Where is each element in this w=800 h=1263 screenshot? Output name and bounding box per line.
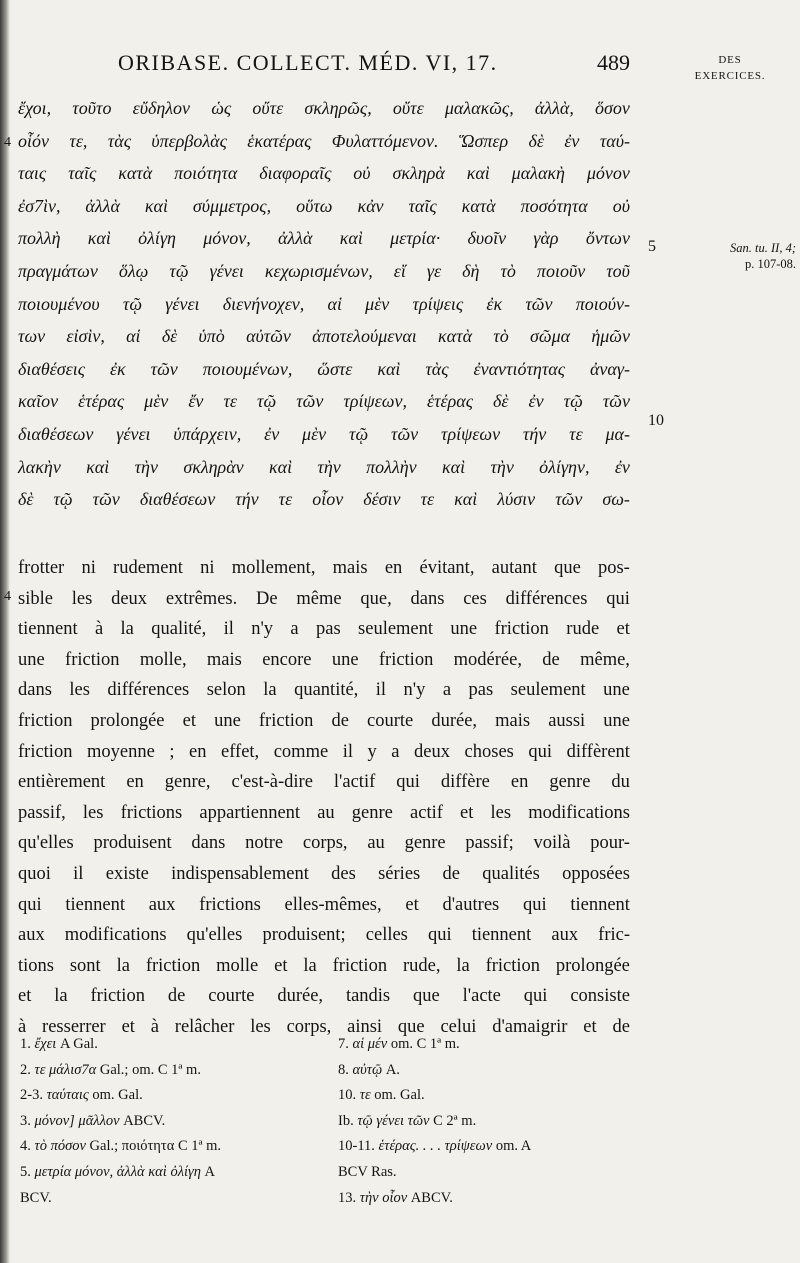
page-number: 489: [597, 50, 630, 75]
footnote-greek: μόνον] μᾶλλον: [34, 1112, 120, 1129]
text-line: qui tiennent aux frictions elles-mêmes, et d'autres qui tiennent: [18, 894, 630, 915]
text-line: ἐσ7ὶν, ἀλλὰ καὶ σύμμετρος, οὕτω κἀν ταῖς κατὰ ποσότητα οὐ: [18, 195, 630, 216]
text-line: πολλὴ καὶ ὀλίγη μόνον, ἀλλὰ καὶ μετρία· δυοῖν γὰρ ὄντων: [18, 228, 630, 249]
greek-text-block: [18, 92, 630, 516]
footnote-greek: αἱ μέν: [352, 1036, 388, 1052]
text-line: frotter ni rudement ni mollement, mais en évitant, autant que pos-: [18, 558, 630, 578]
footnote-number: 10.: [338, 1087, 357, 1104]
text-line: entièrement en genre, c'est-à-dire l'actif qui diffère en genre du: [18, 772, 630, 793]
footnote-greek: τε μάλισ7α: [34, 1061, 97, 1078]
text-line: των εἰσὶν, αἱ δὲ ὑπὸ αὐτῶν ἀποτελούμεναι κατὰ τὸ σῶμα ἡμῶν: [18, 326, 630, 347]
footnote-greek: ταύταις: [46, 1087, 89, 1104]
footnote-text: C 2ª m.: [429, 1112, 477, 1129]
footnote-text: BCV.: [20, 1189, 52, 1206]
footnote-greek: τῷ γένει τῶν: [357, 1112, 430, 1129]
side-title-line1: DES: [718, 54, 742, 66]
text-line: ποιουμένου τῷ γένει διενήνοχεν, αἱ μὲν τρίψεις ἐκ τῶν ποιούν-: [18, 293, 630, 314]
footnotes-right-column: [338, 1032, 640, 1211]
footnote-text: om. A: [492, 1138, 532, 1155]
footnote: [338, 1160, 640, 1186]
footnote-text: om. Gal.: [370, 1087, 425, 1104]
footnote: [338, 1186, 640, 1212]
footnote-greek: τὴν οἷον: [359, 1189, 408, 1206]
text-line: qu'elles produisent dans notre corps, au genre passif; voilà pour-: [18, 833, 630, 854]
footnote-greek: τὸ πόσον: [34, 1138, 86, 1155]
text-line: aux modifications qu'elles produisent; celles qui tiennent aux fric-: [18, 925, 630, 946]
text-line: δὲ τῷ τῶν διαθέσεων τήν τε οἷον δέσιν τε καὶ λύσιν τῶν σω-: [18, 489, 630, 510]
footnote: [20, 1083, 325, 1109]
text-line: καῖον ἑτέρας μὲν ἔν τε τῷ τῶν τρίψεων, ἑτέρας δὲ ἐν τῷ τῶν: [18, 391, 630, 412]
footnote-text: A.: [382, 1061, 400, 1078]
text-line: passif, les frictions appartiennent au genre actif et les modifications: [18, 802, 630, 823]
footnote-number: 3.: [20, 1112, 31, 1129]
footnote-number: 10-11.: [338, 1138, 375, 1155]
text-line: et la friction de courte durée, tandis que l'acte qui consiste: [18, 986, 630, 1007]
footnote-text: Gal.; ποιότητα C 1ª m.: [85, 1138, 222, 1155]
footnote: [338, 1134, 640, 1160]
text-line: διαθέσεων γένει ὑπάρχειν, ἐν μὲν τῷ τῶν τρίψεων τήν τε μα-: [18, 423, 630, 444]
text-line: πραγμάτων ὅλῳ τῷ γένει κεχωρισμένων, εἴ γε δὴ τὸ ποιοῦν τοῦ: [18, 260, 630, 281]
text-line: ἔχοι, τοῦτο εὔδηλον ὡς οὔτε σκληρῶς, οὔτε μαλακῶς, ἀλλὰ, ὅσον: [18, 98, 630, 118]
footnote-text: Gal.; om. C 1ª m.: [96, 1061, 201, 1078]
text-line: οἷόν τε, τὰς ὑπερβολὰς ἑκατέρας Φυλαττόμενον. Ὥσπερ δὲ ἐν ταύ-: [18, 130, 630, 151]
footnote-greek: ἑτέρας. . . . τρίψεων: [378, 1138, 493, 1155]
footnote-greek: τε: [359, 1087, 371, 1104]
text-line: λακὴν καὶ τὴν σκληρὰν καὶ τὴν πολλὴν καὶ τὴν ὀλίγην, ἐν: [18, 456, 630, 477]
footnotes-left-column: [20, 1032, 325, 1211]
footnote-number: 2-3.: [20, 1087, 43, 1104]
footnote: [20, 1160, 325, 1186]
french-line-number: 4: [4, 589, 11, 604]
footnote-number: 5.: [20, 1163, 31, 1180]
footnote: [20, 1186, 325, 1212]
footnote: [338, 1032, 640, 1058]
footnote-text: ABCV.: [407, 1189, 453, 1206]
text-line: friction moyenne ; en effet, comme il y a deux choses qui diffèrent: [18, 741, 630, 762]
margin-reference-line1: San. tu. II, 4;: [730, 241, 796, 255]
footnote: [20, 1058, 325, 1084]
text-line: une friction molle, mais encore une friction modérée, de même,: [18, 649, 630, 670]
footnote-number: Ib.: [338, 1112, 354, 1129]
footnote-number: 4.: [20, 1138, 31, 1155]
page-edge-shadow: [0, 0, 10, 1263]
margin-line-number-5: 5: [648, 238, 656, 255]
footnote-text: om. Gal.: [88, 1087, 143, 1104]
text-line: à resserrer et à relâcher les corps, ainsi que celui d'amaigrir et de: [18, 1016, 630, 1037]
footnote-number: 2.: [20, 1061, 31, 1078]
text-line: friction prolongée et une friction de courte durée, mais aussi une: [18, 710, 630, 731]
text-line: quoi il existe indispensablement des séries de qualités opposées: [18, 863, 630, 884]
footnote-text: om. C 1ª m.: [387, 1036, 460, 1052]
margin-reference-line2: p. 107-08.: [744, 257, 796, 271]
footnote-number: 7.: [338, 1036, 349, 1052]
footnote-text: BCV Ras.: [338, 1163, 397, 1180]
footnote-text: ABCV.: [119, 1112, 166, 1129]
footnote: [20, 1134, 325, 1160]
footnote: [338, 1058, 640, 1084]
french-translation-block: [18, 553, 630, 1043]
footnote-text: A Gal.: [56, 1036, 98, 1052]
text-line: sible les deux extrêmes. De même que, dans ces différences qui: [18, 588, 630, 609]
margin-line-number-10: 10: [648, 412, 664, 429]
footnote-number: 13.: [338, 1189, 357, 1206]
footnote-greek: ἔχει: [34, 1036, 57, 1052]
footnote-number: 8.: [338, 1061, 349, 1078]
running-title: ORIBASE. COLLECT. MÉD. VI, 17.: [118, 50, 498, 75]
text-line: ταις ταῖς κατὰ ποιότητα διαφοραῖς οὐ σκληρὰ καὶ μαλακὴ μόνον: [18, 163, 630, 184]
text-line: tions sont la friction molle et la friction rude, la friction prolongée: [18, 955, 630, 976]
text-line: διαθέσεις ἐκ τῶν ποιουμένων, ὥστε καὶ τὰς ἐναντιότητας ἀναγ-: [18, 358, 630, 379]
greek-line-number: 4: [4, 135, 11, 150]
text-line: dans les différences selon la quantité, il n'y a pas seulement une: [18, 680, 630, 701]
footnote-text: A: [200, 1163, 216, 1180]
margin-reference: [672, 240, 796, 272]
side-title: [670, 52, 790, 84]
footnote: [338, 1109, 640, 1135]
footnote-number: 1.: [20, 1036, 31, 1052]
footnote: [20, 1109, 325, 1135]
footnote-greek: αὐτῷ: [352, 1061, 383, 1078]
text-line: tiennent à la qualité, il n'y a pas seulement une friction rude et: [18, 619, 630, 640]
running-header: [118, 50, 638, 80]
side-title-line2: EXERCICES.: [694, 70, 766, 82]
footnote: [338, 1083, 640, 1109]
footnote: [20, 1032, 325, 1058]
footnote-greek: μετρία μόνον, ἀλλὰ καὶ ὀλίγη: [34, 1163, 201, 1180]
